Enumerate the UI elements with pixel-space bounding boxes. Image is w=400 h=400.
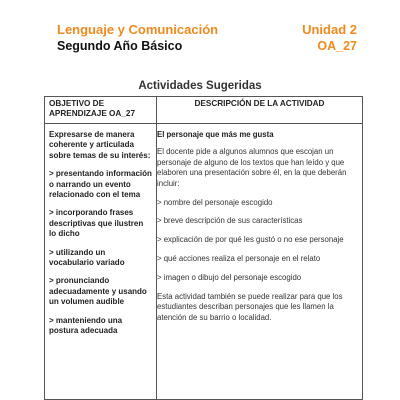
activity-title: El personaje que más me gusta [157, 130, 274, 139]
activity-item: > nombre del personaje escogido [157, 197, 273, 207]
subject-title: Lenguaje y Comunicación [57, 22, 219, 37]
section-title: Actividades Sugeridas [138, 80, 262, 92]
document-header [57, 22, 357, 58]
objective-point: > utilizando un vocabulario variado [49, 247, 125, 268]
objective-point: > manteniendo una postura adecuada [49, 315, 123, 336]
objective-cell [45, 124, 157, 400]
objective-point: > incorporando frases descriptivas que ilustren lo dicho [49, 208, 144, 239]
objective-intro: Expresarse de manera coherente y articulada sobre temas de su interés: [49, 130, 151, 160]
objective-point: > presentando información o narrando un evento relacionado con el tema [49, 169, 152, 200]
activity-item: > imagen o dibujo del personaje escogido [157, 273, 302, 283]
grade-title: Segundo Año Básico [57, 39, 183, 53]
activity-item: > explicación de por qué les gustó o no ese personaje [157, 235, 344, 245]
activity-cell [157, 124, 363, 400]
activity-item: > qué acciones realiza el personaje en el relato [157, 254, 321, 264]
unit-label: Unidad 2 [302, 22, 357, 37]
objective-code: OA_27 [317, 39, 357, 53]
activity-item: > breve descripción de sus características [157, 216, 303, 226]
objective-column-header: OBJETIVO DE APRENDIZAJE OA_27 [45, 97, 157, 124]
description-column-header: DESCRIPCIÓN DE LA ACTIVIDAD [157, 97, 363, 124]
table-row [45, 124, 363, 400]
objective-point: > pronunciando adecuadamente y usando un volumen audible [49, 276, 147, 307]
activity-table [44, 96, 363, 400]
activity-closing: Esta actividad también se puede realizar para que los estudiantes describan personajes que les llamen la atención de su barrio o localidad. [157, 292, 343, 322]
activity-intro: El docente pide a algunos alumnos que escojan un personaje de alguno de los textos que han leído y que elaboren una presentación sobre él, en la que deberán incluir: [157, 147, 347, 188]
table-header-row [45, 97, 363, 124]
